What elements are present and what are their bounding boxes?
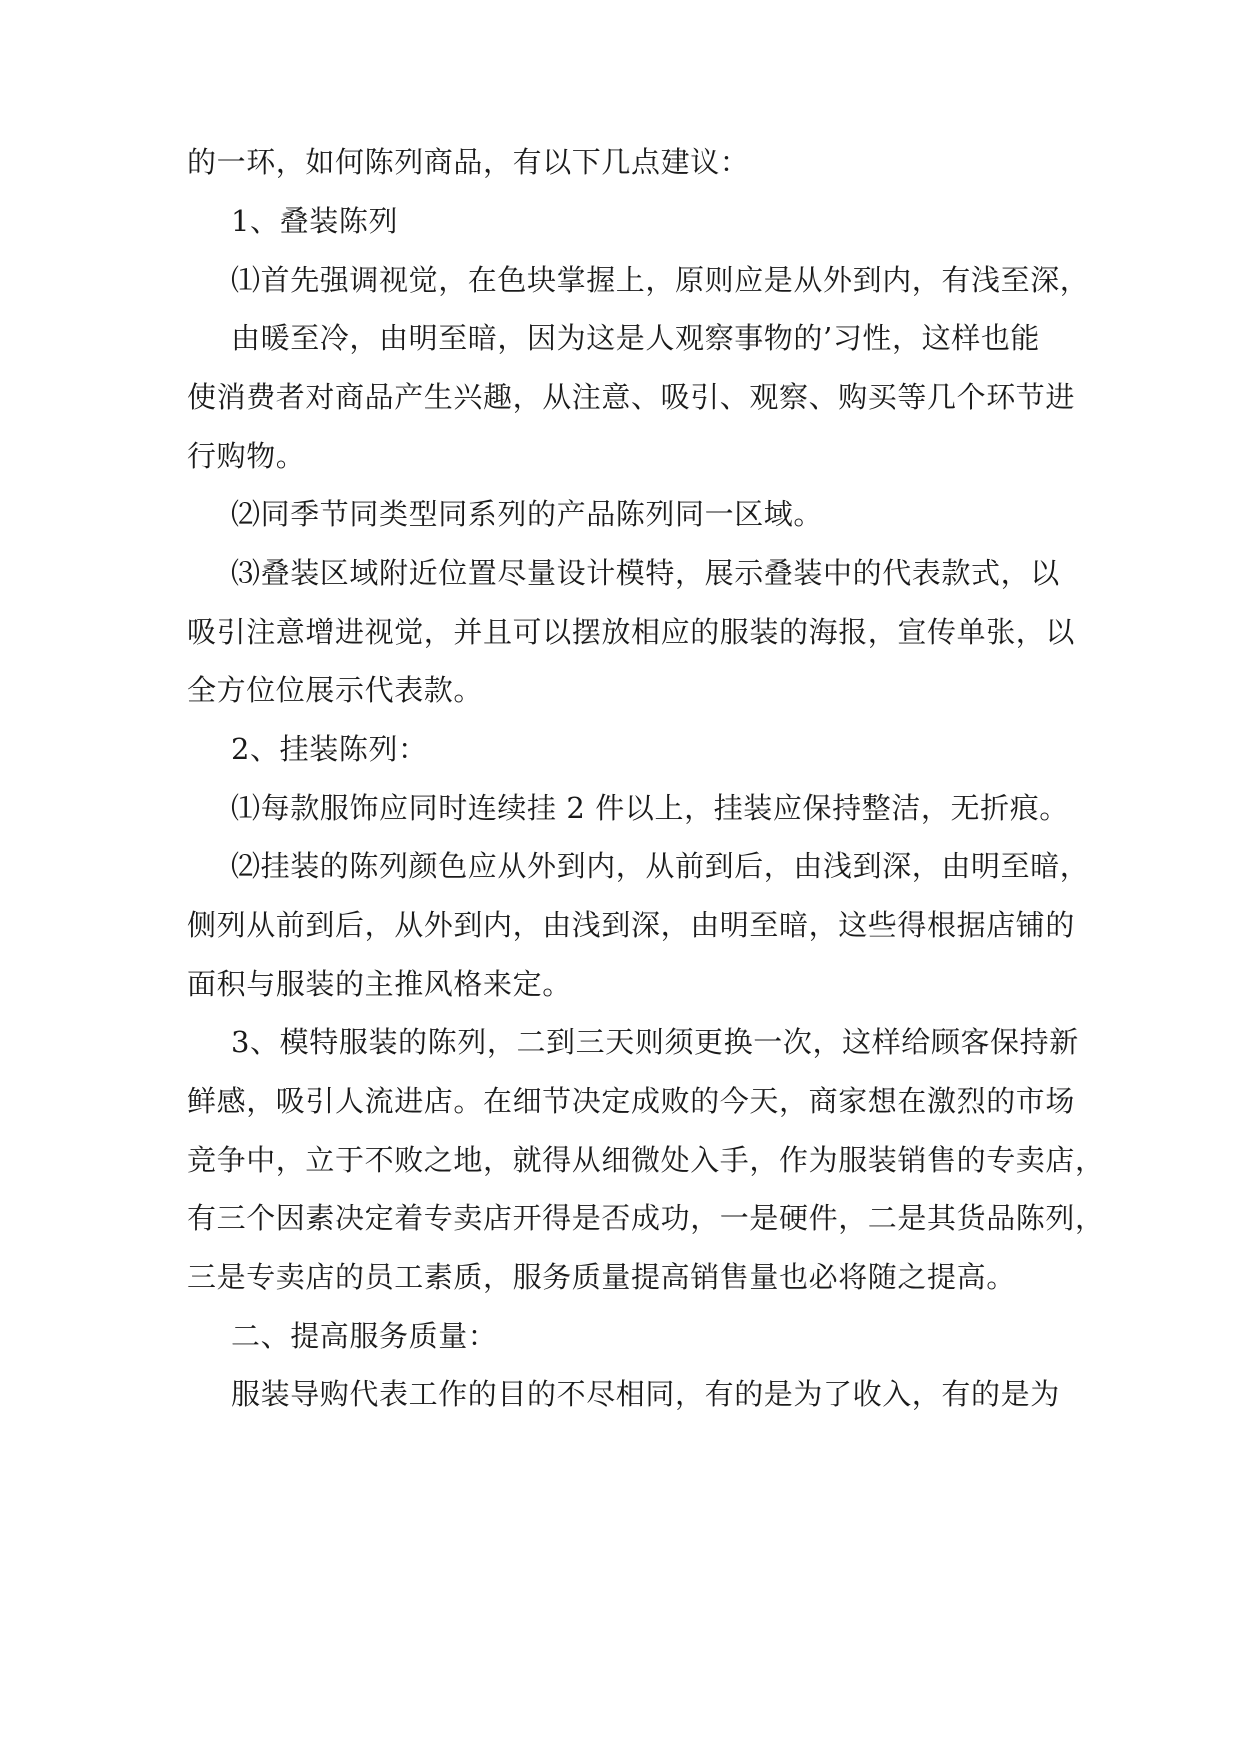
- text-line: 三是专卖店的员工素质，服务质量提高销售量也必将随之提高。: [187, 1260, 1016, 1294]
- text-line: 侧列从前到后，从外到内，由浅到深，由明至暗，这些得根据店铺的: [187, 908, 1076, 942]
- text-line: 全方位位展示代表款。: [187, 673, 484, 707]
- text-line: ⑵同季节同类型同系列的产品陈列同一区域。: [231, 497, 824, 531]
- text-line: 使消费者对商品产生兴趣，从注意、吸引、观察、购买等几个环节进: [187, 380, 1076, 414]
- text-line: 吸引注意增进视觉，并且可以摆放相应的服装的海报，宣传单张，以: [187, 615, 1076, 649]
- section-heading: 1、叠装陈列: [231, 204, 399, 238]
- section-heading: 2、挂装陈列：: [231, 732, 428, 766]
- section-heading: 二、提高服务质量：: [231, 1319, 498, 1353]
- text-line: 竞争中，立于不败之地，就得从细微处入手，作为服装销售的专卖店，: [187, 1143, 1105, 1177]
- text-line: 的一环，如何陈列商品，有以下几点建议：: [187, 145, 750, 179]
- text-line: 有三个因素决定着专卖店开得是否成功，一是硬件，二是其货品陈列，: [187, 1201, 1105, 1235]
- text-line: 面积与服装的主推风格来定。: [187, 967, 572, 1001]
- text-line: ⑴首先强调视觉，在色块掌握上，原则应是从外到内，有浅至深，: [231, 263, 1090, 297]
- text-line: ⑶叠装区域附近位置尽量设计模特，展示叠装中的代表款式，以: [231, 556, 1060, 590]
- text-line: ⑵挂装的陈列颜色应从外到内，从前到后，由浅到深，由明至暗，: [231, 849, 1090, 883]
- text-line: 服装导购代表工作的目的不尽相同，有的是为了收入，有的是为: [231, 1377, 1060, 1411]
- text-line: 3、模特服装的陈列，二到三天则须更换一次，这样给顾客保持新: [231, 1025, 1079, 1059]
- text-line: ⑴每款服饰应同时连续挂 2 件以上，挂装应保持整洁，无折痕。: [231, 791, 1069, 825]
- text-line: 鲜感，吸引人流进店。在细节决定成败的今天，商家想在激烈的市场: [187, 1084, 1076, 1118]
- text-line: 由暖至冷，由明至暗，因为这是人观察事物的’习性，这样也能: [231, 321, 1041, 355]
- text-line: 行购物。: [187, 439, 306, 473]
